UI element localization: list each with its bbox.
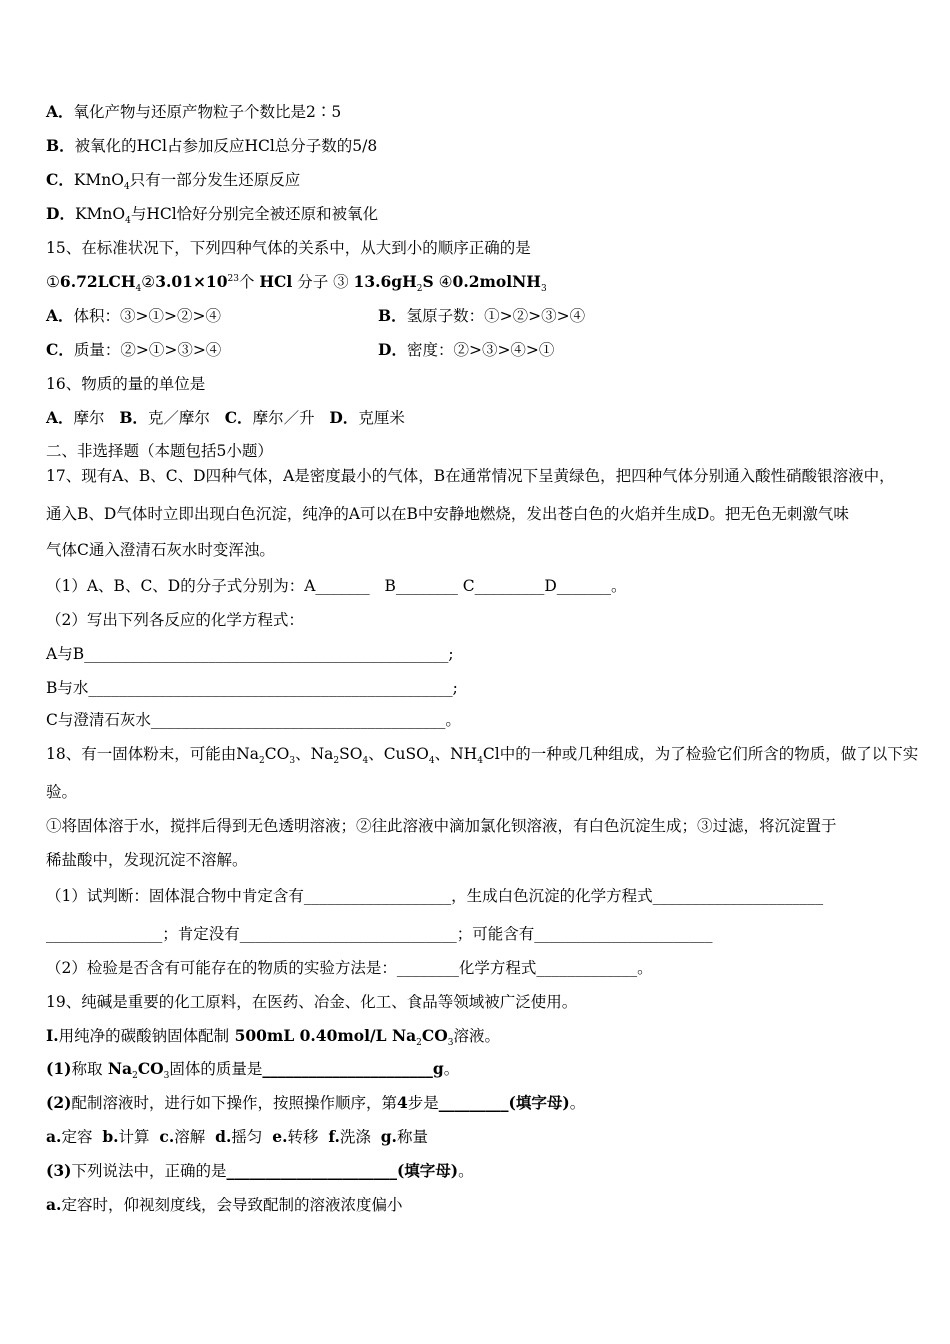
text-segment: a.: [46, 1195, 62, 1214]
text-segment: （1）试判断：固体混合物中肯定含有___________________，生成白色沉淀的化学方程式______________________: [46, 887, 824, 905]
text-segment: g.: [380, 1127, 397, 1146]
text-line: [46, 1026, 500, 1049]
text-segment: 4: [125, 216, 131, 227]
text-segment: D．: [46, 204, 75, 223]
text-segment: 体积：③>①>②>④: [73, 307, 221, 325]
text-line: [46, 441, 273, 461]
text-segment: 、CuSO: [368, 745, 429, 763]
text-segment: d.: [215, 1127, 232, 1146]
text-segment: (1): [46, 1059, 72, 1078]
text-segment: 4: [477, 756, 483, 767]
text-segment: ①: [46, 273, 60, 291]
text-segment: 固体的质量是: [169, 1060, 263, 1078]
text-line: [46, 272, 547, 295]
text-segment: 摩尔: [73, 409, 120, 427]
text-segment: 、Na: [295, 745, 334, 763]
text-line: [46, 744, 919, 767]
text-segment: 6.72LCH: [59, 272, 136, 291]
text-segment: 用纯净的碳酸钠固体配制: [58, 1027, 230, 1045]
text-segment: SO: [339, 745, 363, 763]
text-segment: 气体C通入澄清石灰水时变浑浊。: [46, 541, 275, 559]
text-segment: ______________________g: [262, 1059, 444, 1078]
text-segment: ②: [141, 273, 156, 291]
text-segment: 只有一部分发生还原反应: [129, 171, 301, 189]
text-line: [46, 782, 77, 802]
text-segment: 4: [428, 756, 435, 767]
text-segment: 稀盐酸中，发现沉淀不溶解。: [46, 851, 248, 869]
text-segment: B与水_______________________________________________;: [46, 679, 458, 697]
text-segment: 2: [333, 756, 340, 767]
text-segment: 通入B、D气体时立即出现白色沉淀，纯净的A可以在B中安静地燃烧，发出苍白色的火焰并生成D。把无色无刺激气味: [46, 505, 849, 523]
text-segment: 克／摩尔: [147, 409, 225, 427]
text-line: [46, 170, 301, 193]
text-segment: _______________；肯定没有____________________________；可能含有_______________________: [46, 925, 713, 943]
text-segment: A．: [46, 102, 74, 121]
text-line: [46, 886, 823, 906]
text-segment: 4: [362, 756, 369, 767]
text-segment: D．: [378, 340, 407, 359]
text-segment: 、NH: [434, 745, 478, 763]
text-segment: 4: [396, 1093, 408, 1112]
text-segment: C．: [224, 408, 253, 427]
text-segment: 。: [443, 1060, 460, 1078]
text-segment: CO: [137, 1059, 164, 1078]
text-segment: 18、有一固体粉末，可能由Na: [46, 745, 260, 763]
text-segment: 摇匀: [231, 1128, 273, 1146]
text-segment: （2）检验是否含有可能存在的物质的实验方法是：________化学方程式_____________。: [46, 959, 653, 977]
text-segment: 15、在标准状况下，下列四种气体的关系中，从大到小的顺序正确的是: [46, 239, 531, 257]
text-line: [46, 204, 379, 227]
text-segment: 2: [259, 756, 265, 767]
text-segment: 23: [227, 273, 239, 284]
text-line: [46, 136, 377, 156]
text-segment: 摩尔／升: [252, 409, 330, 427]
text-segment: 定容: [61, 1128, 103, 1146]
text-segment: D．: [329, 408, 359, 427]
text-line: [46, 850, 248, 870]
text-segment: S: [422, 272, 434, 291]
text-line: [46, 504, 849, 524]
text-segment: KMnO: [74, 205, 126, 223]
text-line: [46, 374, 205, 394]
text-segment: Na: [102, 1059, 133, 1078]
text-segment: 500mL 0.40mol/L Na: [229, 1026, 417, 1045]
text-segment: 下列说法中，正确的是: [71, 1162, 227, 1180]
text-line: [46, 340, 555, 360]
text-segment: C．: [46, 340, 74, 359]
text-segment: 溶解: [174, 1128, 216, 1146]
text-segment: (2): [46, 1093, 72, 1112]
text-segment: 克厘米: [358, 409, 405, 427]
text-segment: 二、非选择题（本题包括5小题）: [46, 442, 273, 460]
text-segment: ④: [433, 273, 453, 291]
text-segment: 洗涤: [339, 1128, 381, 1146]
text-segment: 转移: [287, 1128, 329, 1146]
text-segment: I.: [46, 1026, 59, 1045]
text-segment: 步是: [407, 1094, 439, 1112]
text-segment: Cl中的一种或几种组成，为了检验它们所含的物质，做了以下实: [482, 745, 919, 763]
text-segment: a.: [46, 1127, 62, 1146]
text-line: [46, 710, 461, 730]
text-segment: c.: [159, 1127, 175, 1146]
text-segment: 密度：②>③>④>①: [406, 341, 555, 359]
text-line: [46, 1059, 460, 1082]
text-segment: e.: [272, 1127, 288, 1146]
text-line: [46, 1195, 402, 1215]
text-segment: 3: [289, 756, 296, 767]
text-segment: 3: [447, 1038, 454, 1049]
text-segment: 2: [416, 284, 423, 295]
text-segment: ①将固体溶于水，搅拌后得到无色透明溶液；②往此溶液中滴加氯化钡溶液，有白色沉淀生成；③过滤，将沉淀置于: [46, 817, 837, 835]
text-segment: 质量：②>①>③>④: [73, 341, 222, 359]
option-right-column: [378, 306, 585, 326]
text-line: [46, 992, 577, 1012]
text-line: [46, 238, 531, 258]
text-segment: 13.6gH: [353, 272, 417, 291]
text-segment: 19、纯碱是重要的化工原料，在医药、冶金、化工、食品等领域被广泛使用。: [46, 993, 578, 1011]
text-segment: 3.01×10: [155, 272, 228, 291]
text-line: [46, 408, 405, 428]
text-segment: 。: [569, 1094, 586, 1112]
text-segment: B．: [46, 136, 75, 155]
text-segment: b.: [102, 1127, 119, 1146]
text-line: [46, 644, 454, 664]
text-segment: 17、现有A、B、C、D四种气体，A是密度最小的气体，B在通常情况下呈黄绿色，把四种气体分别通入酸性硝酸银溶液中，: [46, 467, 895, 485]
text-segment: A．: [46, 306, 74, 325]
text-segment: B．: [119, 408, 148, 427]
text-segment: 验。: [46, 783, 78, 801]
text-segment: CO: [421, 1026, 448, 1045]
text-line: [46, 306, 586, 326]
text-segment: 计算: [118, 1128, 160, 1146]
text-line: [46, 816, 837, 836]
text-segment: 溶液。: [453, 1027, 500, 1045]
text-segment: 氧化产物与还原产物粒子个数比是2∶5: [73, 103, 342, 121]
text-segment: 16、物质的量的单位是: [46, 375, 206, 393]
text-line: [46, 466, 895, 486]
text-line: [46, 1161, 474, 1181]
text-segment: f.: [328, 1127, 340, 1146]
text-segment: 。: [458, 1162, 474, 1180]
text-segment: 分子 ③: [292, 273, 354, 291]
text-segment: ______________________(填字母): [226, 1161, 459, 1180]
text-segment: （2）写出下列各反应的化学方程式：: [46, 611, 304, 629]
text-segment: 2: [132, 1071, 138, 1082]
text-segment: 2: [416, 1038, 422, 1049]
option-right-column: [378, 340, 554, 360]
text-line: [46, 924, 713, 944]
text-segment: 配制溶液时，进行如下操作，按照操作顺序，第: [71, 1094, 397, 1112]
text-segment: 0.2molNH: [452, 272, 541, 291]
text-segment: （1）A、B、C、D的分子式分别为：A_______ B________ C_________D_______。: [46, 577, 627, 595]
text-segment: KMnO: [73, 171, 124, 189]
text-segment: 个: [238, 273, 260, 291]
text-line: [46, 1127, 428, 1147]
text-line: [46, 576, 627, 596]
text-segment: 4: [135, 284, 142, 295]
text-segment: 氢原子数：①>②>③>④: [406, 307, 586, 325]
text-segment: A．: [46, 408, 74, 427]
text-segment: CO: [264, 745, 290, 763]
text-segment: 称量: [396, 1128, 428, 1146]
text-line: [46, 678, 458, 698]
text-segment: 3: [540, 284, 547, 295]
text-segment: B．: [378, 306, 407, 325]
text-line: [46, 1093, 585, 1113]
text-line: [46, 610, 304, 630]
text-segment: _________(填字母): [438, 1093, 570, 1112]
text-line: [46, 540, 275, 560]
text-segment: 称取: [71, 1060, 103, 1078]
text-segment: 3: [163, 1071, 170, 1082]
text-line: [46, 102, 341, 122]
text-segment: 与HCl恰好分别完全被还原和被氧化: [130, 205, 379, 223]
text-segment: C．: [46, 170, 74, 189]
text-line: [46, 958, 653, 978]
text-segment: 4: [123, 182, 130, 193]
text-segment: A与B_______________________________________________;: [46, 645, 454, 663]
text-segment: 定容时，仰视刻度线，会导致配制的溶液浓度偏小: [61, 1196, 403, 1214]
text-segment: (3): [46, 1161, 72, 1180]
text-segment: 被氧化的HCl占参加反应HCl总分子数的5/8: [74, 137, 378, 155]
text-segment: C与澄清石灰水______________________________________。: [46, 711, 461, 729]
text-segment: HCl: [259, 272, 293, 291]
